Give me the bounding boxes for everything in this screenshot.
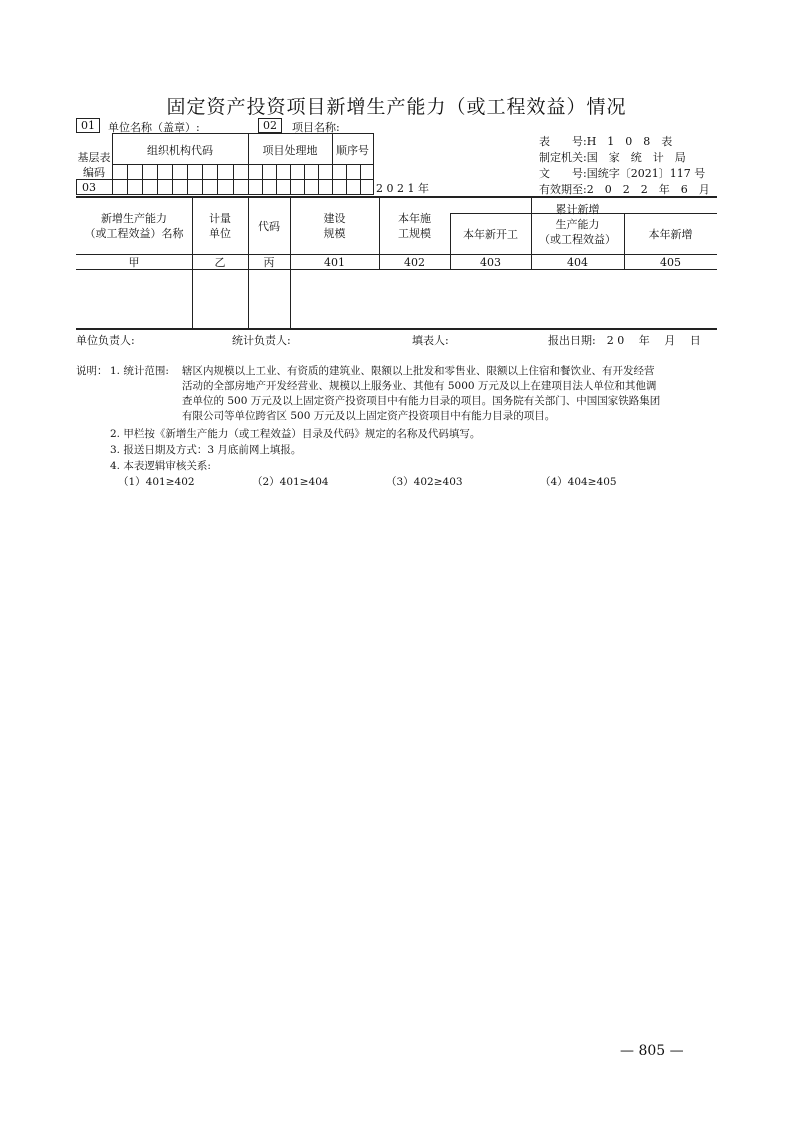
note-1-line-4: 有限公司等单位跨省区 500 万元及以上固定资产投资项目中有能力目录的项目。 [182, 410, 556, 422]
col-scale-1: 建设 [323, 212, 346, 225]
doc-no-label: 文 号: [539, 167, 587, 180]
code-box-02: 02 [258, 118, 282, 133]
unit-name-label: 单位名称（盖章）: [108, 121, 200, 134]
authority-value: 国 家 统 计 局 [586, 151, 686, 164]
seq-label: 顺序号 [336, 144, 369, 157]
filler-label: 填表人: [412, 334, 449, 347]
rule-1: （1）401≥402 [118, 476, 195, 488]
table-no-value: H 1 0 8 表 [586, 135, 673, 148]
page-title: 固定资产投资项目新增生产能力（或工程效益）情况 [166, 96, 627, 118]
doc-no-value: 国统字〔2021〕117 号 [586, 167, 706, 180]
note-4: 4. 本表逻辑审核关系: [110, 460, 211, 472]
valid-until-label: 有效期至: [539, 183, 587, 196]
main-table [76, 196, 717, 330]
note-3: 3. 报送日期及方式：3 月底前网上填报。 [110, 444, 302, 456]
page-number: — 805 — [620, 1043, 684, 1059]
row-code-405: 405 [660, 256, 681, 269]
row-code-404: 404 [567, 256, 588, 269]
stat-head-label: 统计负责人: [232, 334, 291, 347]
col-name-2: （或工程效益）名称 [84, 227, 184, 240]
row-code-bing: 丙 [263, 256, 275, 269]
project-place-label: 项目处理地 [262, 144, 318, 157]
code-box-03: 03 [82, 181, 96, 194]
report-year: 2 0 2 1 年 [376, 182, 429, 195]
org-code-label: 组织机构代码 [147, 144, 213, 157]
table-no-label: 表 号: [539, 135, 587, 148]
valid-until-value: 2 0 2 2 年 6 月 [586, 183, 710, 196]
rule-2: （2）401≥404 [252, 476, 329, 488]
row-code-402: 402 [404, 256, 425, 269]
meta-block [539, 134, 710, 198]
col-scale-2: 规模 [323, 227, 346, 240]
col-name-1: 新增生产能力 [101, 212, 167, 225]
base-code-grid [76, 133, 374, 195]
note-1-line-1: 辖区内规模以上工业、有资质的建筑业、限额以上批发和零售业、限额以上住宿和餐饮业、有开发经营 [182, 365, 655, 377]
col-group1-2: 工规模 [398, 227, 431, 240]
col-unit-1: 计量 [209, 212, 231, 225]
note-2: 2. 甲栏按《新增生产能力（或工程效益）目录及代码》规定的名称及代码填写。 [110, 428, 481, 440]
base-code-label-2: 编码 [83, 166, 105, 179]
col-code: 代码 [258, 220, 280, 233]
note-1-line-2: 活动的全部房地产开发经营业、规模以上服务业、其他有 5000 万元及以上在建项目法人单位和其他调 [182, 380, 657, 392]
rule-3: （3）402≥403 [386, 476, 463, 488]
base-code-label-1: 基层表 [77, 151, 111, 164]
authority-label: 制定机关: [539, 151, 587, 164]
note-1-label: 1. 统计范围: [110, 365, 169, 377]
project-name-label: 项目名称: [292, 121, 340, 134]
row-code-401: 401 [324, 256, 345, 269]
row-code-jia: 甲 [128, 256, 140, 269]
col-unit-2: 单位 [209, 227, 231, 240]
report-date-label: 报出日期: 2 0 年 月 日 [548, 334, 701, 347]
note-1-line-3: 查单位的 500 万元及以上固定资产投资项目中有能力目录的项目。国务院有关部门、中国国家铁路集团 [182, 395, 661, 407]
col-group1-1: 本年施 [398, 212, 431, 225]
rule-4: （4）404≥405 [540, 476, 617, 488]
row-code-403: 403 [480, 256, 501, 269]
unit-head-label: 单位负责人: [76, 334, 135, 347]
col-new-start: 本年新开工 [463, 228, 518, 241]
col-group2-1: 累计新增 [555, 203, 600, 216]
col-group2-3: （或工程效益） [539, 233, 616, 246]
col-new-add: 本年新增 [648, 228, 693, 241]
col-group2-2: 生产能力 [555, 218, 600, 231]
notes-lead: 说明： [76, 365, 108, 377]
row-code-yi: 乙 [214, 256, 226, 269]
code-box-01: 01 [76, 118, 100, 133]
